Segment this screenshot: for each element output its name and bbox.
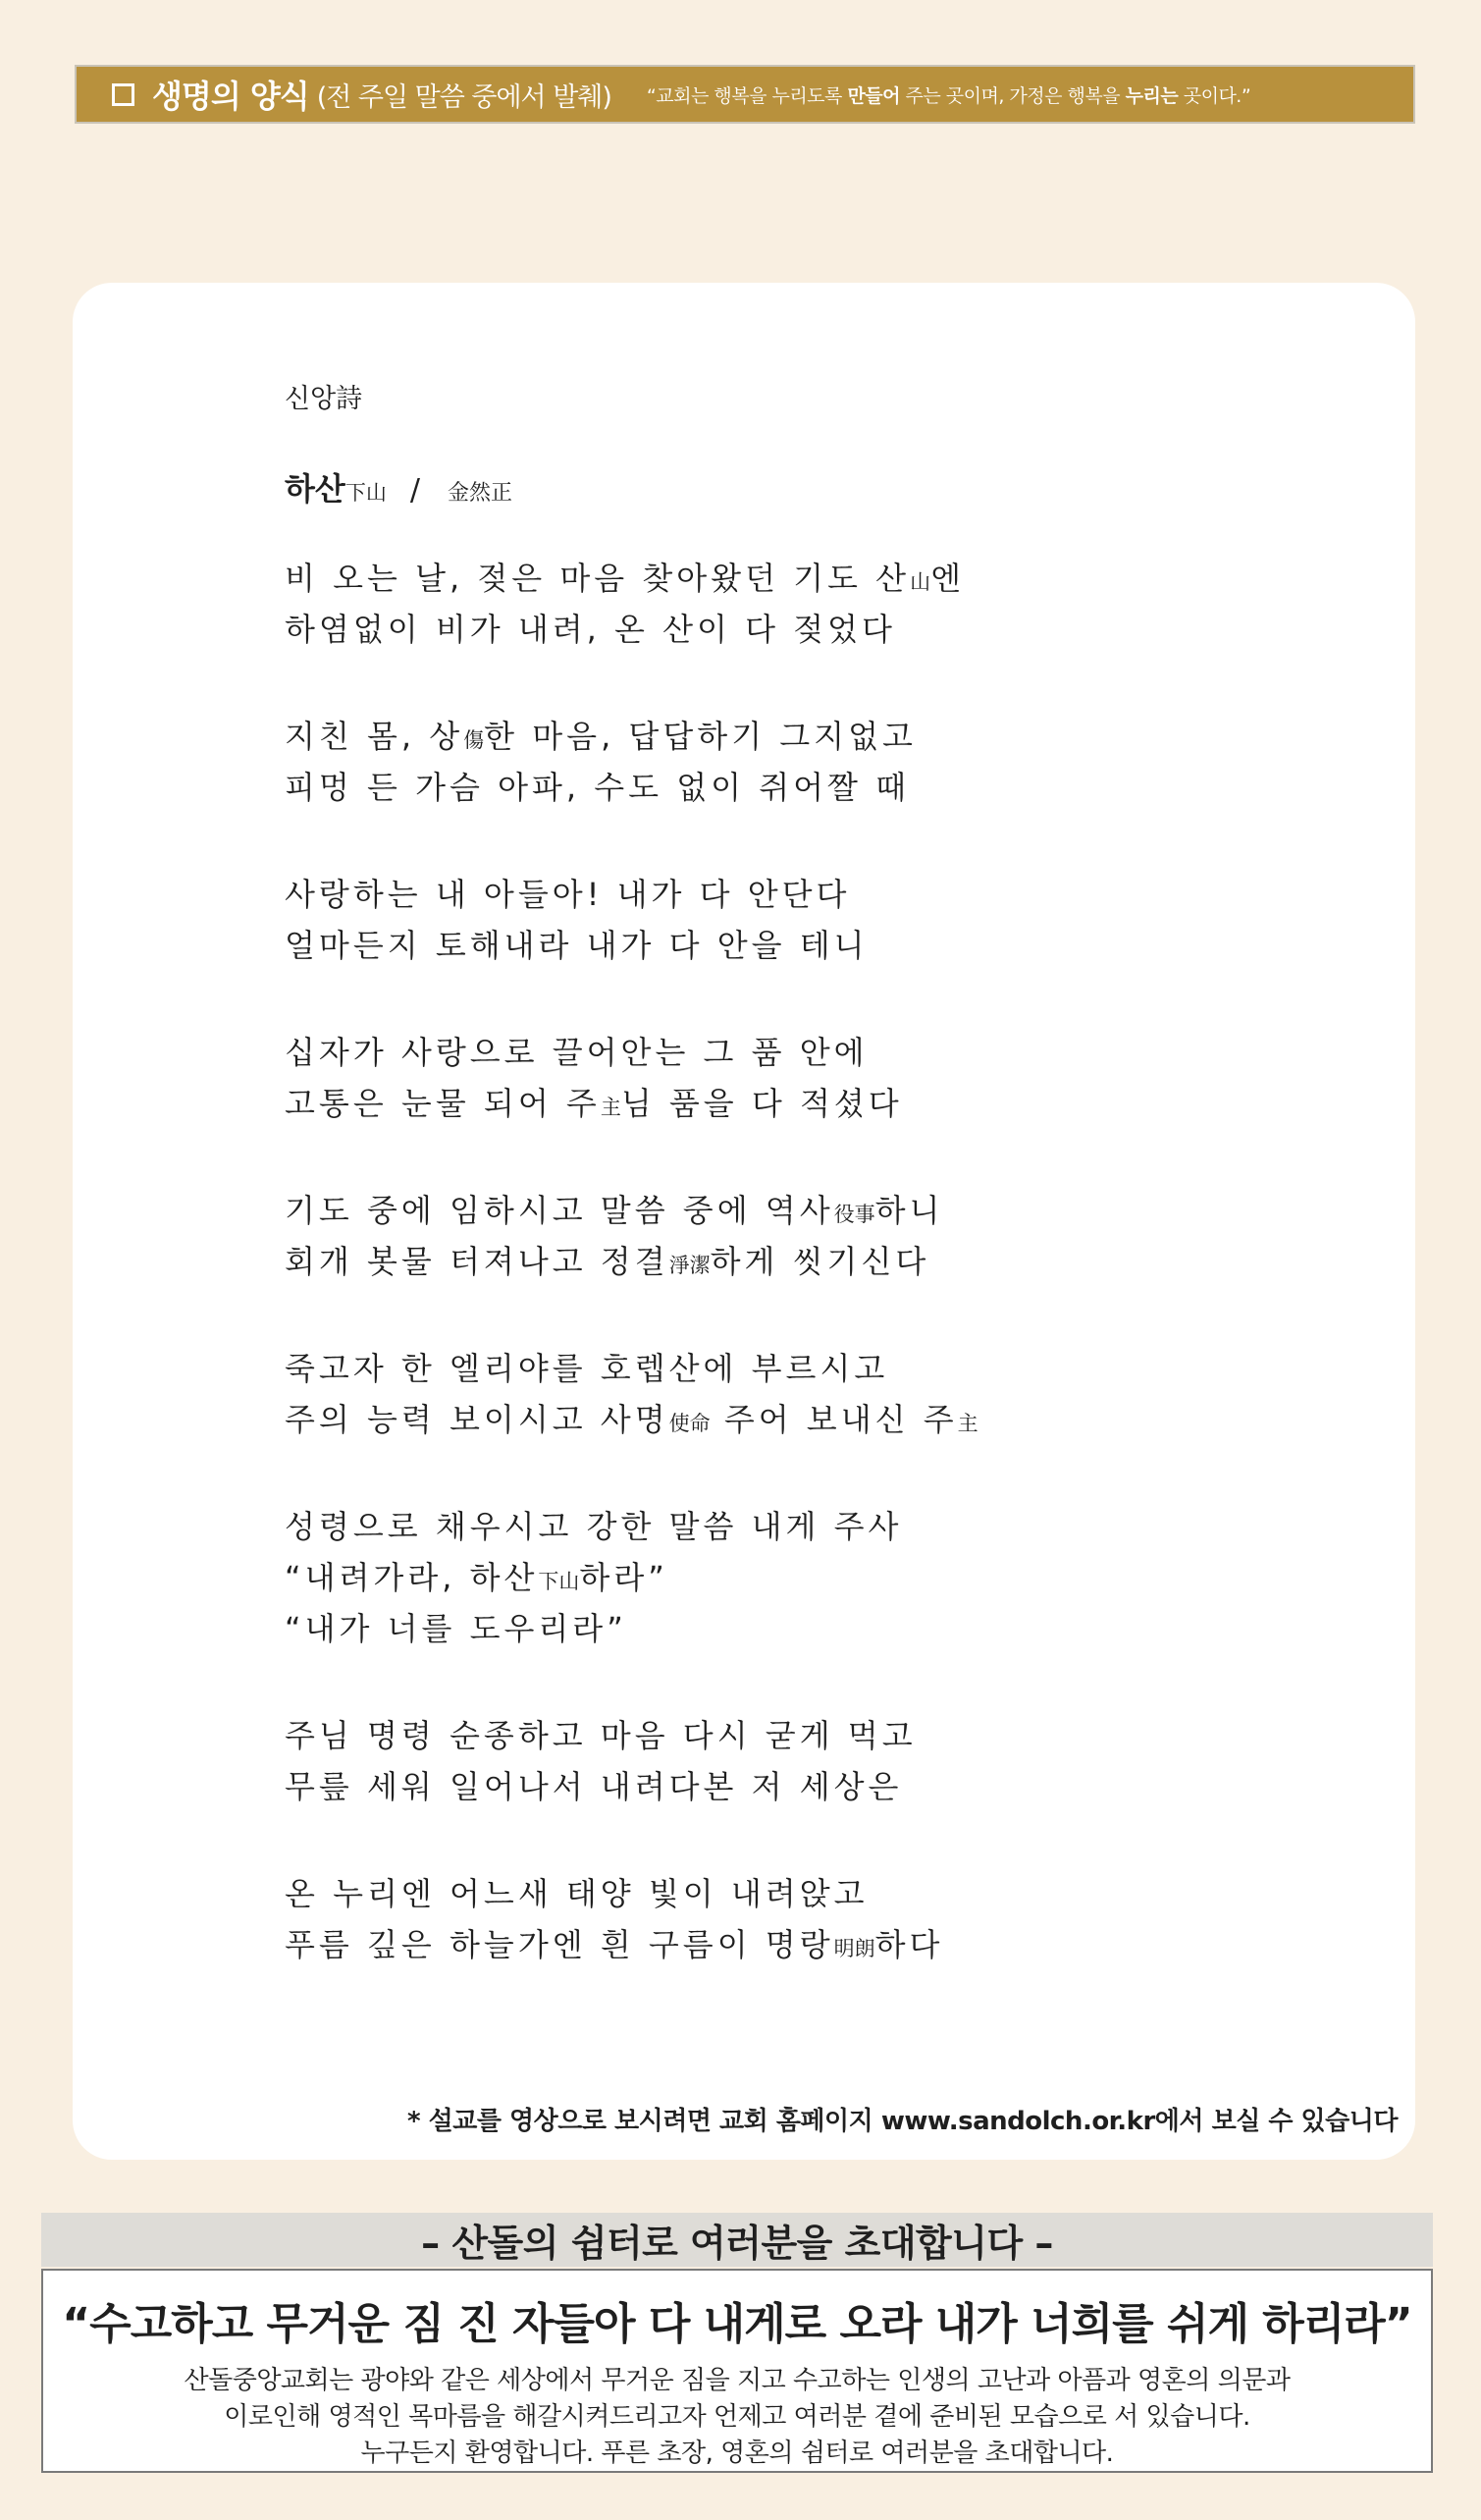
poem-text: 회개 봇물 터져나고 정결 bbox=[285, 1243, 669, 1280]
poem-line bbox=[285, 1078, 979, 1129]
poem-title: 하산 bbox=[285, 470, 345, 508]
invitation-description bbox=[43, 2363, 1431, 2472]
poem-line bbox=[285, 1185, 979, 1236]
invitation-line: 이로인해 영적인 목마름을 해갈시켜드리고자 언제고 여러분 곁에 준비된 모습으로 서 있습니다. bbox=[224, 2402, 1250, 2432]
poem-text: 하라” bbox=[579, 1559, 668, 1596]
invitation-line: 산돌중앙교회는 광야와 같은 세상에서 무거운 짐을 지고 수고하는 인생의 고난과 아픔과 영혼의 의문과 bbox=[184, 2366, 1291, 2395]
hanja-annotation: 山 bbox=[910, 570, 931, 594]
poem-text: 하다 bbox=[874, 1926, 944, 1963]
poem-line bbox=[285, 1919, 979, 1970]
checkbox-square-icon bbox=[112, 83, 134, 106]
sermon-video-footnote: * 설교를 영상으로 보시려면 교회 홈페이지 www.sandolch.or.kr에서 보실 수 있습니다 bbox=[406, 2107, 1398, 2136]
hanja-annotation: 役事 bbox=[833, 1203, 875, 1226]
poem-card bbox=[73, 283, 1415, 2160]
poem bbox=[285, 377, 979, 2026]
poem-stanza bbox=[285, 711, 979, 813]
section-title: 생명의 양식 bbox=[152, 78, 309, 115]
poem-line bbox=[285, 604, 979, 655]
bible-verse: “수고하고 무거운 짐 진 자들아 다 내게로 오라 내가 너희를 쉬게 하리라” bbox=[62, 2299, 1412, 2349]
poem-text: 하게 씻기신다 bbox=[710, 1243, 930, 1280]
poem-stanza bbox=[285, 1343, 979, 1445]
hanja-annotation: 使命 bbox=[668, 1412, 711, 1435]
poem-line bbox=[285, 1501, 979, 1552]
poem-stanza bbox=[285, 1710, 979, 1812]
hanja-annotation: 主 bbox=[600, 1096, 621, 1119]
poem-text: 성령으로 채우시고 강한 말씀 내게 주사 bbox=[285, 1508, 903, 1545]
poem-text: 피멍 든 가슴 아파, 수도 없이 쥐어짤 때 bbox=[285, 769, 911, 806]
poem-line bbox=[285, 762, 979, 813]
church-motto: “교회는 행복을 누리도록 만들어 주는 곳이며, 가정은 행복을 누리는 곳이다.” bbox=[646, 84, 1251, 107]
poem-line bbox=[285, 1343, 979, 1394]
poem-title-hanja: 下山 bbox=[344, 481, 387, 505]
poem-text: 푸름 깊은 하늘가엔 흰 구름이 명랑 bbox=[285, 1926, 834, 1963]
poem-line bbox=[285, 1761, 979, 1812]
poem-stanza bbox=[285, 1027, 979, 1129]
poem-author: 金然正 bbox=[447, 481, 512, 506]
poem-line bbox=[285, 1027, 979, 1078]
poem-text: 하니 bbox=[874, 1192, 944, 1229]
poem-text: 한 마음, 답답하기 그지없고 bbox=[484, 718, 917, 755]
poem-text: 죽고자 한 엘리야를 호렙산에 부르시고 bbox=[285, 1350, 889, 1387]
poem-line bbox=[285, 711, 979, 762]
poem-genre: 신앙詩 bbox=[285, 384, 363, 414]
poem-line bbox=[285, 1603, 979, 1654]
poem-stanza bbox=[285, 1501, 979, 1654]
poem-line bbox=[285, 1236, 979, 1287]
poem-stanza bbox=[285, 1868, 979, 1970]
poem-text: 얼마든지 토해내라 내가 다 안을 테니 bbox=[285, 927, 869, 964]
invitation-line: 누구든지 환영합니다. 푸른 초장, 영혼의 쉼터로 여러분을 초대합니다. bbox=[360, 2439, 1114, 2468]
title-separator: / bbox=[409, 473, 420, 508]
poem-line bbox=[285, 920, 979, 971]
poem-stanza bbox=[285, 553, 979, 655]
hanja-annotation: 明朗 bbox=[833, 1937, 875, 1960]
poem-text: 십자가 사랑으로 끌어안는 그 품 안에 bbox=[285, 1034, 869, 1071]
hanja-annotation: 主 bbox=[957, 1412, 979, 1435]
poem-line bbox=[285, 553, 979, 604]
hanja-annotation: 傷 bbox=[463, 728, 485, 752]
poem-text: 지친 몸, 상 bbox=[285, 718, 464, 755]
poem-stanza bbox=[285, 869, 979, 971]
poem-stanza bbox=[285, 1185, 979, 1287]
poem-text: 고통은 눈물 되어 주 bbox=[285, 1085, 601, 1122]
poem-text: 사랑하는 내 아들아! 내가 다 안단다 bbox=[285, 876, 851, 913]
poem-text: “내려가라, 하산 bbox=[285, 1559, 539, 1596]
poem-title-line bbox=[285, 464, 979, 509]
invitation-heading: – 산돌의 쉼터로 여러분을 초대합니다 – bbox=[41, 2213, 1433, 2267]
poem-text: 님 품을 다 적셨다 bbox=[620, 1085, 903, 1122]
poem-text: 무릎 세워 일어나서 내려다본 저 세상은 bbox=[285, 1768, 903, 1805]
poem-text: 비 오는 날, 젖은 마음 찾아왔던 기도 산 bbox=[285, 560, 911, 597]
hanja-annotation: 下山 bbox=[538, 1570, 580, 1593]
invitation-box bbox=[41, 2269, 1433, 2473]
poem-text: 주어 보내신 주 bbox=[710, 1401, 958, 1438]
poem-text: 온 누리엔 어느새 태양 빛이 내려앉고 bbox=[285, 1875, 869, 1912]
section-header-bar bbox=[75, 65, 1415, 124]
poem-line bbox=[285, 869, 979, 920]
poem-text: 기도 중에 임하시고 말씀 중에 역사 bbox=[285, 1192, 834, 1229]
poem-line bbox=[285, 1394, 979, 1445]
poem-text: 주의 능력 보이시고 사명 bbox=[285, 1401, 669, 1438]
poem-text: 주님 명령 순종하고 마음 다시 굳게 먹고 bbox=[285, 1717, 917, 1754]
section-subtitle: (전 주일 말씀 중에서 발췌) bbox=[316, 81, 611, 113]
poem-line bbox=[285, 1868, 979, 1919]
poem-line bbox=[285, 1552, 979, 1603]
poem-text: 하염없이 비가 내려, 온 산이 다 젖었다 bbox=[285, 611, 896, 648]
poem-body bbox=[285, 553, 979, 1970]
poem-text: 엔 bbox=[930, 560, 965, 597]
poem-line bbox=[285, 1710, 979, 1761]
poem-text: “내가 너를 도우리라” bbox=[285, 1610, 627, 1647]
hanja-annotation: 淨潔 bbox=[668, 1254, 711, 1277]
